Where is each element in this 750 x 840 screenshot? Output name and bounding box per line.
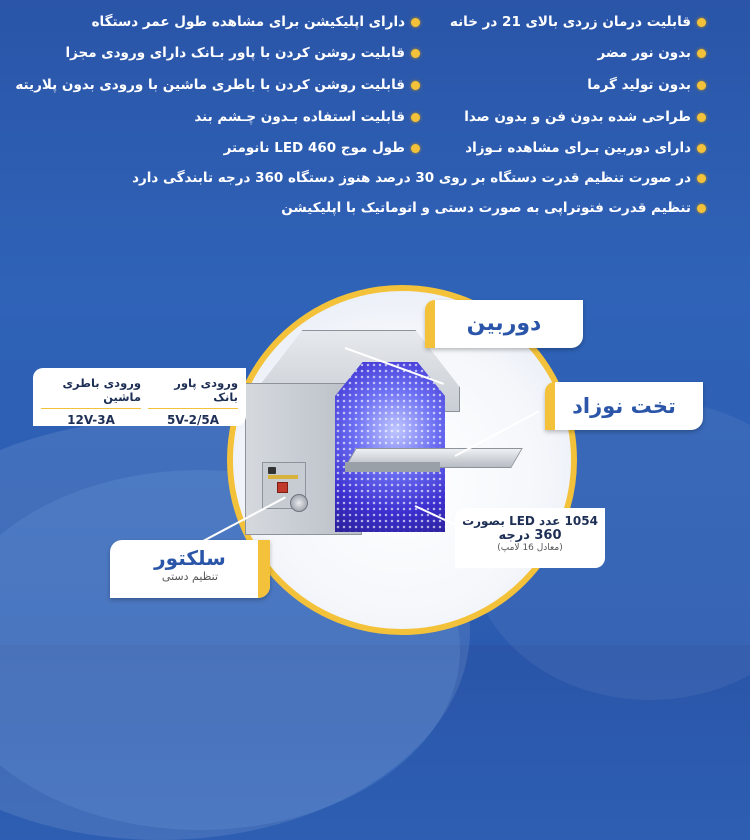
bullet-icon	[411, 49, 420, 58]
feature-item	[465, 140, 706, 156]
led-degree-text: 360 درجه	[498, 528, 562, 543]
tray-rail	[345, 462, 440, 472]
bullet-icon	[697, 204, 706, 213]
power-switch-icon	[277, 482, 288, 493]
bullet-icon	[411, 113, 420, 122]
feature-text: قابلیت روشن کردن با باطری ماشین با ورودی بدون پلاریته	[15, 77, 405, 93]
feature-text: قابلیت روشن کردن با پاور بـانک دارای ورودی مجزا	[65, 45, 405, 61]
feature-text: تنظیم قدرت فتوتراپی به صورت دستی و اتوماتیک با اپلیکیشن	[281, 200, 691, 216]
feature-item	[194, 109, 420, 125]
label-strip	[268, 475, 298, 479]
feature-text: بدون نور مضر	[597, 45, 691, 61]
feature-item	[92, 14, 420, 30]
feature-item	[450, 14, 706, 30]
selector-knob-icon	[290, 494, 308, 512]
selector-callout	[110, 540, 270, 598]
feature-text: دارای اپلیکیشن برای مشاهده طول عمر دستگاه	[91, 14, 405, 30]
feature-item	[65, 45, 420, 61]
feature-item	[132, 170, 706, 186]
led-array	[335, 362, 445, 532]
selector-subtitle: تنظیم دستی	[161, 570, 219, 583]
powerbank-value: 5V-2/5A	[166, 413, 220, 427]
camera-callout	[425, 300, 583, 348]
callout-accent	[545, 382, 555, 430]
feature-text: دارای دوربین بـرای مشاهده نـوزاد	[465, 140, 691, 156]
feature-item	[587, 77, 706, 93]
feature-item	[281, 200, 706, 216]
input-specs-card	[33, 368, 246, 426]
feature-text: در صورت تنظیم قدرت دستگاه بر روی 30 درصد هنوز دستگاه 360 درجه تابندگی دارد	[132, 170, 691, 186]
bullet-icon	[697, 49, 706, 58]
bullet-icon	[697, 18, 706, 27]
selector-title: سلکتور	[154, 546, 226, 570]
feature-item	[224, 140, 420, 156]
bullet-icon	[697, 81, 706, 90]
bullet-icon	[697, 144, 706, 153]
callout-accent	[425, 300, 435, 348]
feature-item	[597, 45, 706, 61]
led-info-card	[455, 508, 605, 568]
powerbank-label: ورودی پاور بانک	[174, 376, 238, 404]
car-battery-spec	[41, 376, 141, 427]
feature-text: بدون تولید گرما	[587, 77, 691, 93]
led-equivalent-text: (معادل 16 لامپ)	[497, 543, 563, 553]
feature-text: قابلیت درمان زردی بالای 21 در خانه	[449, 14, 691, 30]
feature-item	[15, 77, 420, 93]
bullet-icon	[411, 18, 420, 27]
power-port-icon	[268, 467, 276, 474]
bed-callout	[545, 382, 703, 430]
bullet-icon	[697, 174, 706, 183]
bed-label: تخت نوزاد	[572, 394, 676, 418]
car-battery-value: 12V-3A	[67, 413, 115, 427]
feature-text: طراحی شده بدون فن و بدون صدا	[464, 109, 691, 125]
feature-item	[464, 109, 706, 125]
bullet-icon	[697, 113, 706, 122]
powerbank-spec	[148, 376, 238, 427]
feature-text: طول موج LED 460 نانومتر	[223, 140, 405, 156]
car-battery-label: ورودی باطری ماشین	[62, 376, 141, 404]
led-count-text: 1054 عدد LED بصورت	[462, 514, 598, 528]
bullet-icon	[411, 81, 420, 90]
feature-text: قابلیت استفاده بـدون چـشم بند	[194, 109, 405, 125]
bullet-icon	[411, 144, 420, 153]
camera-label: دوربین	[466, 311, 542, 336]
callout-accent	[258, 540, 270, 598]
